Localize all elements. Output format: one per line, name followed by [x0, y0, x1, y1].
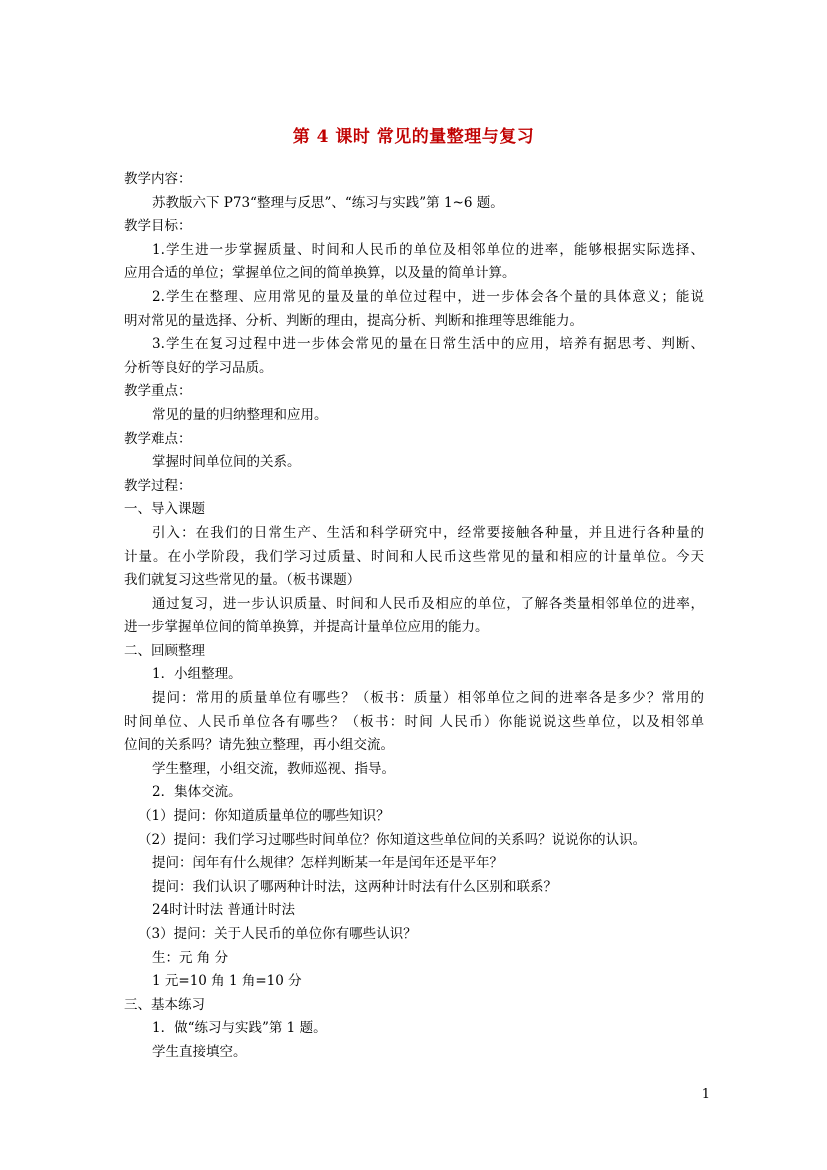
body-line: 提问：我们认识了哪两种计时法，这两种计时法有什么区别和联系？ — [152, 878, 557, 895]
body-line: （2）提问：我们学习过哪些时间单位？你知道这些单位间的关系吗？说说你的认识。 — [138, 831, 647, 848]
body-line: 三、基本练习 — [124, 996, 205, 1013]
body-line: 应用合适的单位；掌握单位之间的简单换算，以及量的简单计算。 — [124, 265, 516, 282]
body-line: 1.学生进一步掌握质量、时间和人民币的单位及相邻单位的进率，能够根据实际选择、 — [152, 241, 704, 258]
body-line: 我们就复习这些常见的量。（板书课题） — [124, 572, 361, 589]
body-line: 苏教版六下 P73“整理与反思”、“练习与实践”第 1~6 题。 — [152, 194, 504, 211]
body-line: 明对常见的量选择、分析、判断的理由，提高分析、判断和推理等思维能力。 — [124, 312, 583, 329]
body-line: 教学过程： — [124, 477, 192, 494]
body-line: 教学难点： — [124, 430, 192, 447]
lesson-title: 第 4 课时 常见的量整理与复习 — [292, 127, 535, 147]
page-number: 1 — [701, 1087, 710, 1102]
body-line: （3）提问：关于人民币的单位你有哪些认识？ — [138, 926, 417, 942]
body-line: 2.学生在整理、应用常见的量及量的单位过程中，进一步体会各个量的具体意义；能说 — [152, 288, 704, 305]
body-line: 24时计时法 普通计时法 — [152, 902, 295, 919]
body-line: 提问：常用的质量单位有哪些？（板书：质量）相邻单位之间的进率各是多少？常用的 — [152, 690, 704, 707]
lesson-body — [124, 168, 704, 1065]
body-line: 学生直接填空。 — [152, 1043, 247, 1060]
body-line: 计量。在小学阶段，我们学习过质量、时间和人民币这些常见的量和相应的计量单位。今天 — [124, 548, 704, 565]
body-line: 生：元 角 分 — [152, 949, 229, 966]
body-line: 位间的关系吗？请先独立整理，再小组交流。 — [124, 737, 394, 754]
body-line: 教学重点： — [124, 383, 192, 400]
body-line: 一、导入课题 — [124, 501, 205, 518]
body-line: 分析等良好的学习品质。 — [124, 359, 273, 376]
body-line: 常见的量的归纳整理和应用。 — [152, 406, 328, 423]
body-line: 1．小组整理。 — [152, 666, 242, 683]
body-line: 1 元=10 角 1 角=10 分 — [152, 973, 302, 990]
body-line: 二、回顾整理 — [124, 642, 205, 659]
body-line: 3.学生在复习过程中进一步体会常见的量在日常生活中的应用，培养有据思考、判断、 — [152, 336, 704, 353]
body-line: （1）提问：你知道质量单位的哪些知识？ — [138, 808, 390, 825]
body-line: 掌握时间单位间的关系。 — [152, 454, 301, 471]
body-line: 教学目标： — [124, 218, 192, 235]
body-line: 教学内容： — [124, 171, 192, 187]
body-line: 进一步掌握单位间的简单换算，并提高计量单位应用的能力。 — [124, 619, 489, 636]
body-line: 提问：闰年有什么规律？怎样判断某一年是闰年还是平年？ — [152, 855, 503, 872]
body-line: 2．集体交流。 — [152, 784, 242, 801]
body-line: 引入：在我们的日常生产、生活和科学研究中，经常要接触各种量，并且进行各种量的 — [152, 524, 704, 541]
body-line: 时间单位、人民币单位各有哪些？（板书：时间 人民币）你能说说这些单位，以及相邻单 — [124, 713, 704, 730]
body-line: 通过复习，进一步认识质量、时间和人民币及相应的单位，了解各类量相邻单位的进率， — [152, 595, 704, 612]
body-line: 1．做“练习与实践”第 1 题。 — [152, 1020, 327, 1037]
body-line: 学生整理，小组交流，教师巡视、指导。 — [152, 760, 395, 777]
